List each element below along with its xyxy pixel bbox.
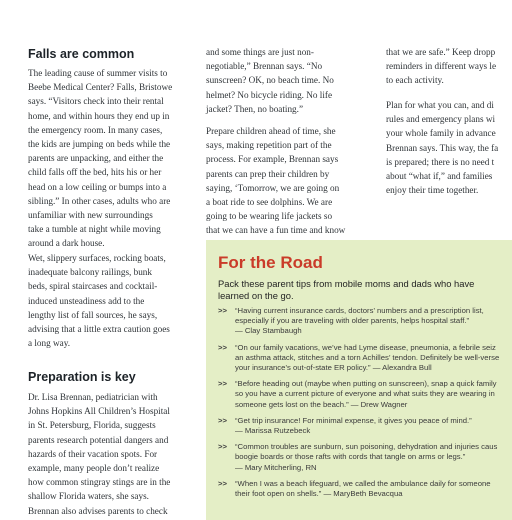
tip-quote-line: “Get trip insurance! For minimal expense, it gives you peace of mind.” xyxy=(235,415,472,425)
tip-quote-line: their foot open on shells.” — MaryBeth Bevacqua xyxy=(235,489,403,499)
text-line: a long way. xyxy=(28,338,71,349)
text-line: rules and emergency plans wi xyxy=(386,114,496,125)
tip-quote-line: boogie boards or those rafts with cords that tangle on arms or legs.” xyxy=(235,452,466,462)
text-line: sunscreen? OK, no beach time. No xyxy=(206,75,334,86)
text-line: Wet, slippery surfaces, rocking boats, xyxy=(28,253,166,263)
text-line: that we are safe.” Keep dropp xyxy=(386,47,496,57)
section-heading-preparation: Preparation is key xyxy=(28,370,136,384)
text-line: negotiable,” Brennan says. “No xyxy=(206,61,323,72)
text-line: advising that a little extra caution goes xyxy=(28,324,170,335)
text-line: Brennan also advises parents to check xyxy=(28,505,168,516)
text-line: Johns Hopkins All Children’s Hospital xyxy=(28,406,170,417)
tip-item xyxy=(218,306,512,337)
text-line: around a dark house. xyxy=(28,238,105,249)
text-line: that we can have a fun time and know xyxy=(206,225,346,236)
text-line: parents research potential dangers and xyxy=(28,434,169,445)
text-line: in St. Petersburg, Florida, suggests xyxy=(28,420,156,431)
text-line: Dr. Lisa Brennan, pediatrician with xyxy=(28,392,158,402)
tip-item xyxy=(218,416,512,436)
text-line: enjoy their time together. xyxy=(386,185,479,196)
tip-item xyxy=(218,343,512,374)
column2-paragraph-2 xyxy=(206,124,376,238)
tip-quote-line: “Before heading out (maybe when putting on sunscreen), snap a quick family xyxy=(235,379,497,389)
text-line: Prepare children ahead of time, she xyxy=(206,126,336,136)
text-line: head on a low ceiling or bumps into a xyxy=(28,181,167,192)
text-line: your whole family in advance xyxy=(386,128,496,139)
column3-paragraph-2 xyxy=(386,98,512,197)
text-line: jacket? Then, no boating.” xyxy=(206,103,304,114)
tip-quote-line: your insurance’s out-of-state ER policy.” — Alexandra Bull xyxy=(235,363,432,373)
tip-author: — Clay Stambaugh xyxy=(235,326,302,336)
tip-quote-line: someone gets lost on the beach.” — Drew Wagner xyxy=(235,399,408,409)
column2-paragraph-1 xyxy=(206,45,376,116)
tip-quote-line: “Common troubles are sunburn, sun poisoning, dehydration and injuries caus xyxy=(235,442,498,452)
text-line: hazards of their vacation spots. For xyxy=(28,448,158,459)
sidebar-intro xyxy=(218,278,512,301)
article-column-3 xyxy=(386,0,512,240)
arrow-bullet-icon: >> xyxy=(218,478,227,488)
tip-item xyxy=(218,379,512,410)
text-line: shallow Florida waters, she says. xyxy=(28,491,149,502)
preparation-paragraph xyxy=(28,390,198,518)
tip-quote-line: an asthma attack, stitches and a torn Achilles’ tendon. Definitely be well-verse xyxy=(235,352,500,362)
tip-quote-line: “Having current insurance cards, doctors’ numbers and a prescription list, xyxy=(235,306,484,315)
text-line: says. “Visitors check into their rental xyxy=(28,96,164,107)
arrow-bullet-icon: >> xyxy=(218,306,227,315)
column3-paragraph-1 xyxy=(386,45,512,88)
section-heading-falls: Falls are common xyxy=(28,47,135,61)
falls-paragraph-1 xyxy=(28,66,198,251)
text-line: a boat ride to see dolphins. We are xyxy=(206,197,333,208)
text-line: about “what if,” and families xyxy=(386,171,493,182)
text-line: going to be wearing life jackets so xyxy=(206,211,333,222)
tip-quote-line: especially if you are traveling with older parents, helps hospital staff.” xyxy=(235,316,470,326)
text-line: how common stingray stings are in the xyxy=(28,477,171,488)
text-line: parents are unpacking, and either the xyxy=(28,153,164,164)
text-line: unfamiliar with new surroundings xyxy=(28,210,153,221)
text-line: says, making repetition part of the xyxy=(206,140,332,151)
text-line: The leading cause of summer visits to xyxy=(28,68,168,78)
text-line: inadequate balcony railings, bunk xyxy=(28,267,152,278)
text-line: Beebe Medical Center? Falls, Bristowe xyxy=(28,82,173,93)
sidebar-title: For the Road xyxy=(218,253,323,272)
text-line: saying, ‘Tomorrow, we are going on xyxy=(206,182,340,193)
text-line: to each activity. xyxy=(386,75,444,86)
text-line: learned on the go. xyxy=(218,289,294,301)
text-line: is prepared; there is no need t xyxy=(386,156,495,167)
text-line: Pack these parent tips from mobile moms and dads who have xyxy=(218,278,475,289)
text-line: Brennan says. This way, the fa xyxy=(386,142,499,153)
text-line: induced unsteadiness add to the xyxy=(28,295,145,306)
text-line: the emergency room. In many cases, xyxy=(28,124,163,135)
text-line: beds, spiral staircases and cocktail- xyxy=(28,281,158,292)
text-line: process. For example, Brennan says xyxy=(206,154,339,165)
tip-item xyxy=(218,479,512,499)
arrow-bullet-icon: >> xyxy=(218,379,227,389)
arrow-bullet-icon: >> xyxy=(218,342,227,352)
tip-author: — Marissa Rutzebeck xyxy=(235,426,311,436)
text-line: child falls off the bed, hits his or her xyxy=(28,167,162,178)
tip-author: — Mary Mitcherling, RN xyxy=(235,462,317,472)
tip-quote-line: so you have a current picture of everyone and what suits they are wearing in xyxy=(235,389,495,399)
arrow-bullet-icon: >> xyxy=(218,442,227,452)
tip-quote-line: “When I was a beach lifeguard, we called the ambulance daily for someone xyxy=(235,478,491,488)
arrow-bullet-icon: >> xyxy=(218,415,227,425)
for-the-road-sidebar xyxy=(206,240,512,520)
text-line: Plan for what you can, and di xyxy=(386,100,494,110)
text-line: take a tumble at night while moving xyxy=(28,224,161,235)
text-line: the kids are jumping on beds while the xyxy=(28,139,171,150)
text-line: and some things are just non- xyxy=(206,47,314,57)
falls-paragraph-2 xyxy=(28,251,198,350)
text-line: helmet? No bicycle riding. No life xyxy=(206,89,333,100)
tip-item xyxy=(218,442,512,473)
text-line: lengthy list of fall sources, he says, xyxy=(28,309,158,320)
text-line: sibling.” In other cases, adults who are xyxy=(28,195,171,206)
text-line: example, many people don’t realize xyxy=(28,463,160,474)
text-line: home, and within hours they end up in xyxy=(28,110,170,121)
text-line: reminders in different ways le xyxy=(386,61,497,72)
text-line: parents can prep their children by xyxy=(206,168,330,179)
tips-list xyxy=(218,306,512,505)
tip-quote-line: “On our family vacations, we’ve had Lyme disease, pneumonia, a febrile seiz xyxy=(235,342,496,352)
